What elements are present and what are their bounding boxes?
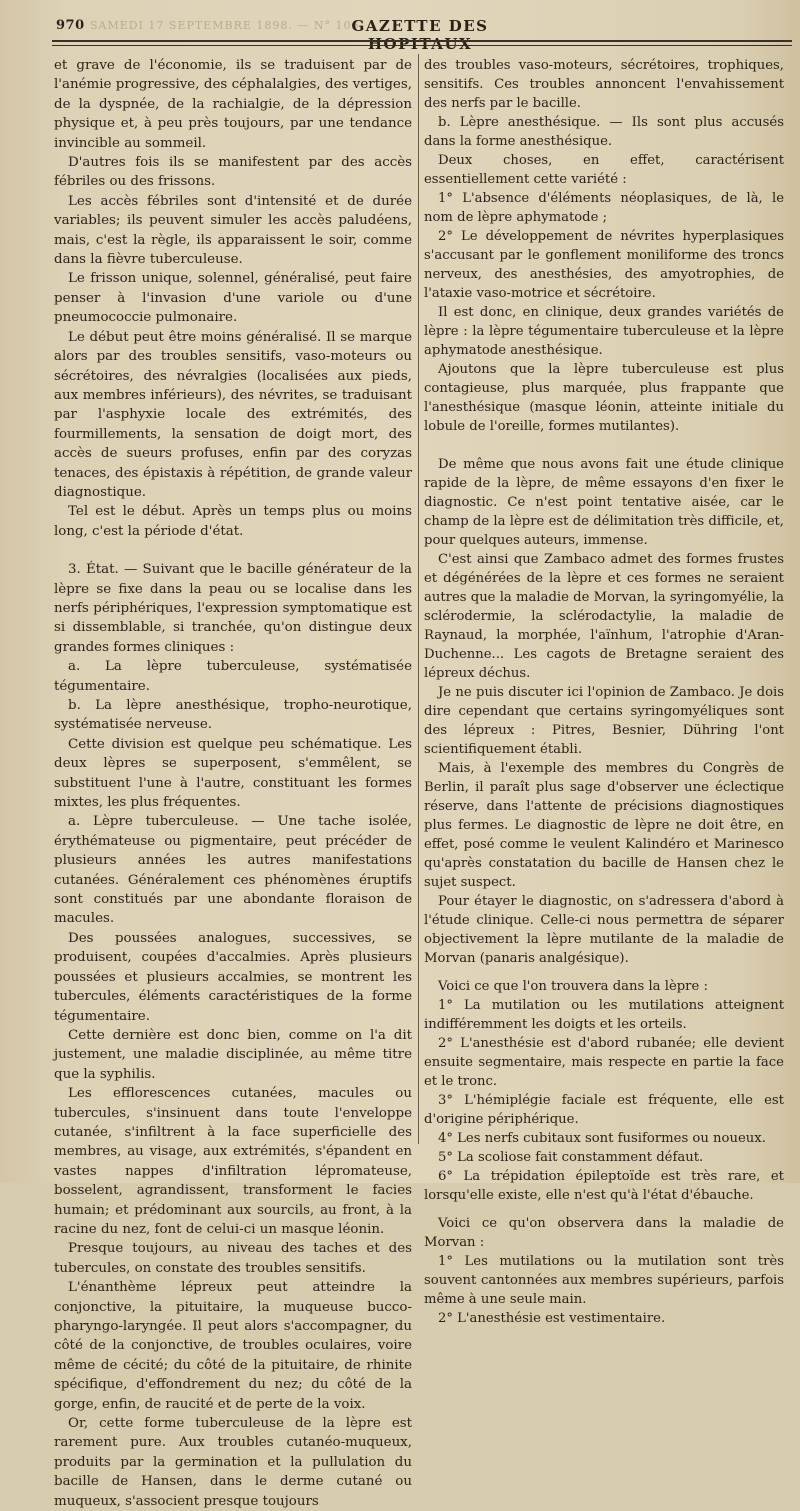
paragraph: Des poussées analogues, successives, se produisent, coupées d'accalmies. Après plusieurs poussées et plusieurs accalmies, se montrent les tubercules, éléments caractéristiques de la forme tégumentaire.	[54, 930, 412, 1024]
list-intro: Voici ce que l'on trouvera dans la lèpre :	[438, 979, 708, 994]
paragraph: L'énanthème lépreux peut atteindre la conjonctive, la pituitaire, la muqueuse bucco-pharyngo-laryngée. Il peut alors s'accompagner, du côté de la conjonctive, de troubles oculaires, voire même de cécité; du côté de la pituitaire, de rhinite spécifique, d'effondrement du nez; du côté de la gorge, enfin, de raucité et de perte de la voix.	[54, 1280, 412, 1412]
column-divider	[418, 54, 419, 1144]
list-item: 1° Les mutilations ou la mutilation sont très souvent cantonnées aux membres supérieurs, parfois même à une seule main.	[424, 1254, 784, 1307]
header-rule	[52, 40, 792, 46]
list-item: 3° L'hémiplégie faciale est fréquente, elle est d'origine périphérique.	[424, 1093, 784, 1127]
list-item: b. La lèpre anesthésique, tropho-neurotique, systématisée nerveuse.	[54, 698, 412, 733]
paragraph: des troubles vaso-moteurs, sécrétoires, trophiques, sensitifs. Ces troubles annoncent l'envahissement des nerfs par le bacille.	[424, 58, 784, 111]
paragraph: Pour étayer le diagnostic, on s'adressera d'abord à l'étude clinique. Celle-ci nous permettra de séparer objectivement la lèpre mutilante de la maladie de Morvan (panaris analgésique).	[424, 894, 784, 966]
paragraph: Deux choses, en effet, caractérisent essentiellement cette variété :	[424, 153, 784, 187]
subsection-lepre-anesthesique: b. Lèpre anesthésique. — Ils sont plus accusés dans la forme anesthésique.	[424, 115, 784, 149]
paragraph: Il est donc, en clinique, deux grandes variétés de lèpre : la lèpre tégumentaire tuberculeuse et la lèpre aphymatode anesthésique.	[424, 305, 784, 358]
list-item: 2° L'anesthésie est vestimentaire.	[438, 1311, 666, 1326]
paragraph: Le frisson unique, solennel, généralisé, peut faire penser à l'invasion d'une variole ou d'une pneumococcie pulmonaire.	[54, 271, 412, 326]
paragraph: D'autres fois ils se manifestent par des accès fébriles ou des frissons.	[54, 155, 412, 190]
paragraph: Mais, à l'exemple des membres du Congrès de Berlin, il paraît plus sage d'observer une éclectique réserve, dans l'attente de précisions diagnostiques plus fermes. Le diagnostic de lèpre ne doit être, en effet, posé comme le veulent Kalindéro et Marinesco qu'après constatation du bacille de Hansen chez le sujet suspect.	[424, 761, 784, 890]
left-column	[54, 56, 412, 1511]
right-column	[424, 56, 784, 1328]
subsection-lepre-tuberculeuse: a. Lèpre tuberculeuse. — Une tache isolée, érythémateuse ou pigmentaire, peut précéder de plusieurs années les autres manifestations cutanées. Généralement ces phénomènes éruptifs sont constitués par une abondante floraison de macules.	[54, 814, 412, 927]
page-header	[0, 12, 800, 53]
issue-date-line: SAMEDI 17 SEPTEMBRE 1898. — N° 106	[90, 19, 360, 32]
list-item: a. La lèpre tuberculeuse, systématisée tégumentaire.	[54, 659, 412, 694]
section-heading-etat: 3. État. — Suivant que le bacille générateur de la lèpre se fixe dans la peau ou se localise dans les nerfs périphériques, l'expression symptomatique est si dissemblable, si tranchée, qu'on distingue deux grandes formes cliniques :	[54, 562, 412, 655]
paragraph: et grave de l'économie, ils se traduisent par de l'anémie progressive, des céphalalgies, des vertiges, de la dyspnée, de la rachialgie, de la dépression physique et, à peu près toujours, par une tendance invincible au sommeil.	[54, 58, 412, 151]
paragraph: Cette dernière est donc bien, comme on l'a dit justement, une maladie disciplinée, au même titre que la syphilis.	[54, 1027, 412, 1082]
paragraph: Cette division est quelque peu schématique. Les deux lèpres se superposent, s'emmêlent, se substituent l'une à l'autre, constituant les formes mixtes, les plus fréquentes.	[54, 736, 412, 811]
list-item: 1° L'absence d'éléments néoplasiques, de là, le nom de lèpre aphymatode ;	[424, 191, 784, 225]
paragraph: Je ne puis discuter ici l'opinion de Zambaco. Je dois dire cependant que certains syringomyéliques sont des lépreux : Pitres, Besnier, Dühring l'ont scientifiquement établi.	[424, 685, 784, 757]
list-item: 6° La trépidation épileptoïde est très rare, et lorsqu'elle existe, elle n'est qu'à l'état d'ébauche.	[424, 1169, 784, 1203]
paragraph: Les efflorescences cutanées, macules ou tubercules, s'insinuent dans toute l'enveloppe cutanée, s'infiltrent à la face superficielle des membres, au visage, aux extrémités, s'épandent en vastes nappes d'infiltration lépromateuse, bosselent, agrandissent, transforment le facies humain; et prédominant aux sourcils, au front, à la racine du nez, font de celui-ci un masque léonin.	[54, 1086, 412, 1237]
paragraph: Le début peut être moins généralisé. Il se marque alors par des troubles sensitifs, vaso-moteurs ou sécrétoires, des névralgies (localisées aux pieds, aux membres inférieurs), des névrites, se traduisant par l'asphyxie locale des extrémités, des fourmillements, la sensation de doigt mort, des accès de sueurs profuses, enfin par des coryzas tenaces, des épistaxis à répétition, de grande valeur diagnostique.	[54, 329, 412, 500]
paragraph: Or, cette forme tuberculeuse de la lèpre est rarement pure. Aux troubles cutanéo-muqueux, produits par la germination et la pullulation du bacille de Hansen, dans le derme cutané ou muqueux, s'associent presque toujours	[54, 1416, 412, 1509]
list-item: 4° Les nerfs cubitaux sont fusiformes ou noueux.	[438, 1131, 766, 1146]
paragraph: C'est ainsi que Zambaco admet des formes frustes et dégénérées de la lèpre et ces formes ne seraient autres que la maladie de Morvan, la syringomyélie, la sclérodermie, la sclérodactylie, la maladie de Raynaud, la morphée, l'aïnhum, l'atrophie d'Aran-Duchenne... Les cagots de Bretagne seraient des lépreux déchus.	[424, 552, 784, 681]
paragraph: Tel est le début. Après un temps plus ou moins long, c'est la période d'état.	[54, 504, 412, 539]
list-item: 1° La mutilation ou les mutilations atteignent indifféremment les doigts et les orteils.	[424, 998, 784, 1032]
list-intro: Voici ce qu'on observera dans la maladie de Morvan :	[424, 1216, 784, 1250]
list-item: 2° L'anesthésie est d'abord rubanée; elle devient ensuite segmentaire, mais respecte en partie la face et le tronc.	[424, 1036, 784, 1089]
paragraph: Les accès fébriles sont d'intensité et de durée variables; ils peuvent simuler les accès paludéens, mais, c'est la règle, ils apparaissent le soir, comme dans la fièvre tuberculeuse.	[54, 193, 412, 268]
list-item: 2° Le développement de névrites hyperplasiques s'accusant par le gonflement moniliforme des troncs nerveux, des anesthésies, des amyotrophies, de l'ataxie vaso-motrice et sécrétoire.	[424, 229, 784, 301]
page-number: 970	[56, 18, 85, 33]
paragraph-diagnostic: De même que nous avons fait une étude clinique rapide de la lèpre, de même essayons d'en fixer le diagnostic. Ce n'est point tentative aisée, car le champ de la lèpre est de délimitation très difficile, et, pour quelques auteurs, immense.	[424, 457, 784, 548]
list-item: 5° La scoliose fait constamment défaut.	[438, 1150, 704, 1165]
paragraph: Ajoutons que la lèpre tuberculeuse est plus contagieuse, plus marquée, plus frappante que l'anesthésique (masque léonin, atteinte initiale du lobule de l'oreille, formes mutilantes).	[424, 362, 784, 434]
journal-title: GAZETTE DES HOPITAUX	[351, 17, 489, 53]
paragraph: Presque toujours, au niveau des taches et des tubercules, on constate des troubles sensitifs.	[54, 1241, 412, 1276]
